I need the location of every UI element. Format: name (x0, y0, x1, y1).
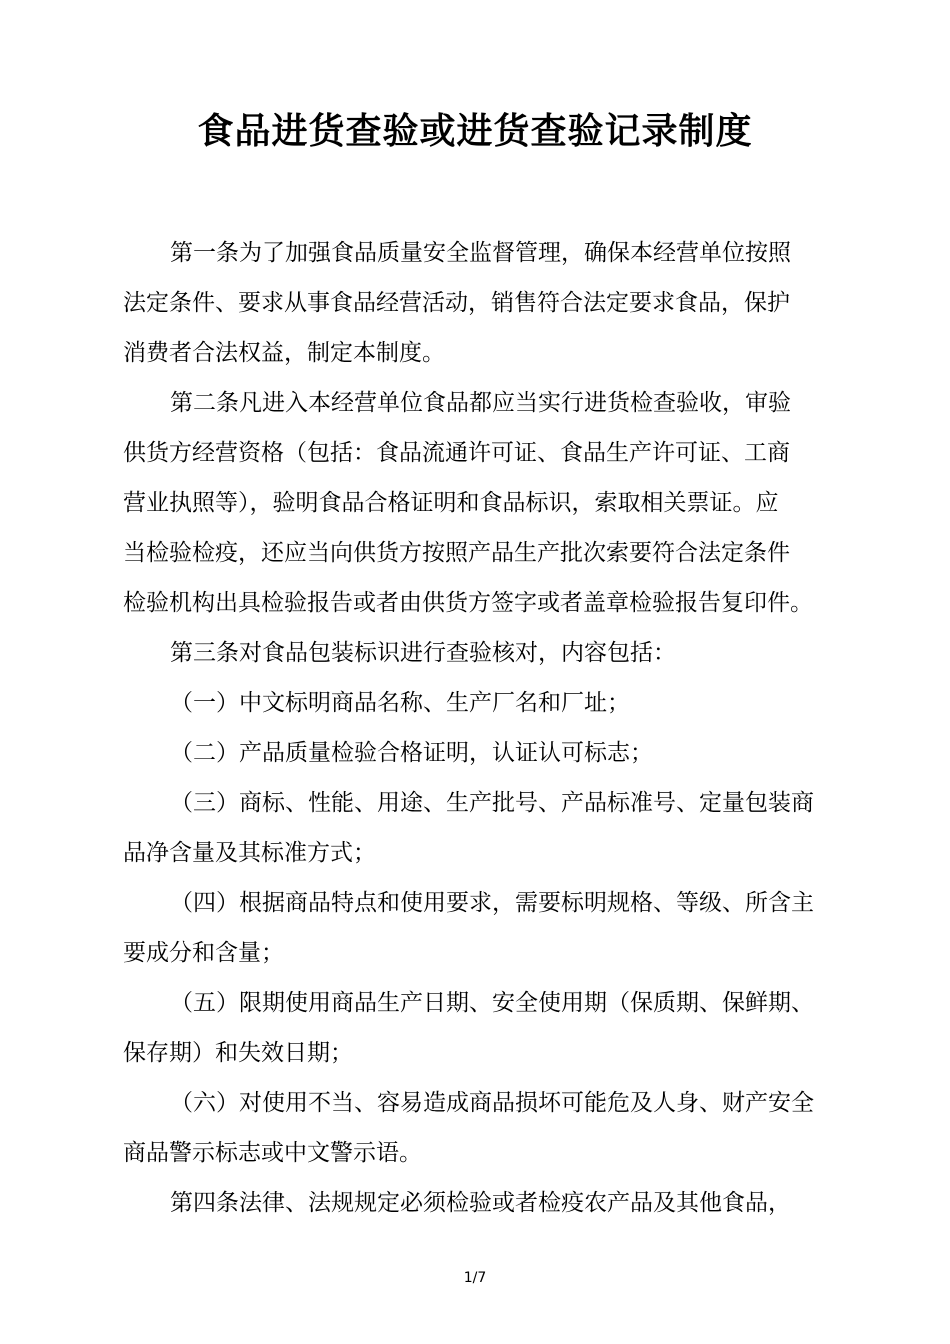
list-item-line: 品净含量及其标准方式； (123, 840, 376, 866)
list-item-line: （四）根据商品特点和使用要求，需要标明规格、等级、所含主 (170, 890, 814, 916)
list-item-line: （三）商标、性能、用途、生产批号、产品标准号、定量包装商 (170, 790, 814, 816)
paragraph-line: 第二条凡进入本经营单位食品都应当实行进货检查验收，审验 (170, 390, 791, 416)
list-item-line: （二）产品质量检验合格证明，认证认可标志； (170, 740, 653, 766)
document-body (123, 228, 848, 1228)
paragraph-line: 营业执照等），验明食品合格证明和食品标识，索取相关票证。应 (123, 490, 779, 516)
list-item-line: 要成分和含量； (123, 940, 284, 966)
list-item-line: 保存期）和失效日期； (123, 1040, 353, 1066)
paragraph-line: 第一条为了加强食品质量安全监督管理，确保本经营单位按照 (170, 240, 791, 266)
paragraph-line: 检验机构出具检验报告或者由供货方签字或者盖章检验报告复印件。 (123, 590, 813, 616)
page-number: 1/7 (463, 1270, 487, 1286)
paragraph-line: 供货方经营资格（包括：食品流通许可证、食品生产许可证、工商 (123, 440, 790, 466)
paragraph-line: 法定条件、要求从事食品经营活动，销售符合法定要求食品，保护 (123, 290, 790, 316)
document-title: 食品进货查验或进货查验记录制度 (197, 111, 753, 152)
paragraph-line: 当检验检疫，还应当向供货方按照产品生产批次索要符合法定条件 (123, 540, 790, 566)
paragraph-line: 第三条对食品包装标识进行查验核对，内容包括： (170, 640, 676, 666)
list-item-line: （一）中文标明商品名称、生产厂名和厂址； (170, 690, 630, 716)
list-item-line: （六）对使用不当、容易造成商品损坏可能危及人身、财产安全 (170, 1090, 814, 1116)
paragraph-line: 第四条法律、法规规定必须检验或者检疫农产品及其他食品， (170, 1190, 791, 1216)
paragraph-line: 消费者合法权益，制定本制度。 (123, 340, 445, 366)
list-item-line: 商品警示标志或中文警示语。 (123, 1140, 422, 1166)
list-item-line: （五）限期使用商品生产日期、安全使用期（保质期、保鲜期、 (170, 990, 814, 1016)
